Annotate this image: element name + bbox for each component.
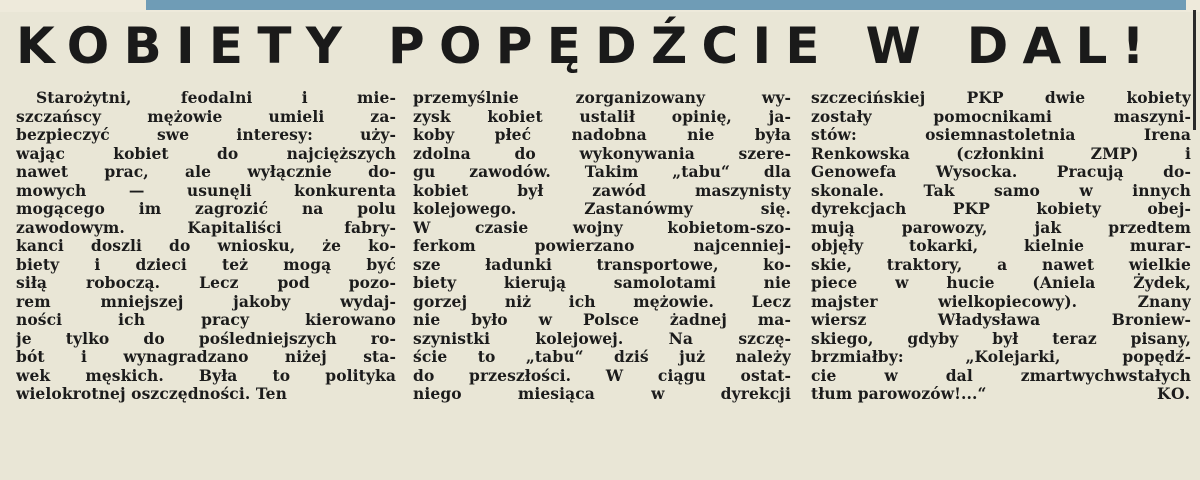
- text-line: skie, traktory, a nawet wielkie: [811, 254, 1191, 274]
- text-line: zdolna do wykonywania szere-: [413, 143, 791, 163]
- color-strip: [146, 0, 1186, 10]
- text-line: koby płeć nadobna nie była: [413, 125, 791, 144]
- text-line: piece w hucie (Aniela Żydek,: [811, 273, 1191, 292]
- text-line: zawodowym. Kapitaliści fabry-: [16, 217, 396, 237]
- text-line: Starożytni, feodalni i mie-: [36, 89, 396, 107]
- text-line: do przeszłości. W ciągu ostat-: [413, 365, 791, 385]
- text-line: dyrekcjach PKP kobiety obej-: [811, 199, 1191, 218]
- text-line: skiego, gdyby był teraz pisany,: [811, 328, 1191, 348]
- text-line: ferkom powierzano najcenniej-: [413, 236, 791, 255]
- text-line: wając kobiet do najcięższych: [16, 143, 396, 163]
- text-line: ście to „tabu“ dziś już należy: [413, 347, 791, 366]
- text-column-1: [16, 89, 396, 469]
- text-line: cie w dal zmartwychwstałych: [811, 365, 1191, 385]
- text-line: sze ładunki transportowe, ko-: [413, 254, 791, 274]
- text-line: bót i wynagradzano niżej sta-: [16, 347, 396, 366]
- text-line: gu zawodów. Takim „tabu“ dla: [413, 162, 791, 181]
- text-line: je tylko do pośledniejszych ro-: [16, 328, 396, 348]
- text-line: niego miesiąca w dyrekcji: [413, 384, 791, 403]
- text-line: biety i dzieci też mogą być: [16, 254, 396, 274]
- text-line: kolejowego. Zastanówmy się.: [413, 199, 791, 218]
- text-line: wiersz Władysława Broniew-: [811, 310, 1191, 329]
- text-line: zysk kobiet ustalił opinię, ja-: [413, 106, 791, 126]
- text-line: stów: osiemnastoletnia Irena: [811, 125, 1191, 144]
- text-line: mują parowozy, jak przedtem: [811, 217, 1191, 237]
- closing-line: [811, 385, 1191, 404]
- text-line: siłą roboczą. Lecz pod pozo-: [16, 273, 396, 292]
- headline: KOBIETY POPĘDŹCIE W DAL!: [16, 17, 1159, 75]
- text-line: W czasie wojny kobietom-szo-: [413, 217, 791, 237]
- text-line: ności ich pracy kierowano: [16, 310, 396, 329]
- text-line: nawet prac, ale wyłącznie do-: [16, 162, 396, 181]
- text-line: mogącego im zagrozić na polu: [16, 199, 396, 218]
- text-line: wielokrotnej oszczędności. Ten: [16, 384, 288, 403]
- text-line: kanci doszli do wniosku, że ko-: [16, 236, 396, 255]
- text-column-3: [811, 89, 1191, 469]
- text-line: tłum parowozów!...“: [811, 384, 987, 403]
- text-line: biety kierują samolotami nie: [413, 273, 791, 292]
- text-column-2: [413, 89, 791, 469]
- text-line: brzmiałby: „Kolejarki, popędź-: [811, 347, 1191, 366]
- text-line: kobiet był zawód maszynisty: [413, 180, 791, 200]
- text-line: objęły tokarki, kielnie murar-: [811, 236, 1191, 255]
- text-line: skonale. Tak samo w innych: [811, 180, 1191, 200]
- text-line: Renkowska (członkini ZMP) i: [811, 143, 1191, 163]
- text-line: szczańscy mężowie umieli za-: [16, 106, 396, 126]
- text-line: bezpieczyć swe interesy: uży-: [16, 125, 396, 144]
- text-line: majster wielkopiecowy). Znany: [811, 291, 1191, 311]
- text-line: nie było w Polsce żadnej ma-: [413, 310, 791, 329]
- text-line: zostały pomocnikami maszyni-: [811, 106, 1191, 126]
- text-line: szynistki kolejowej. Na szczę-: [413, 328, 791, 348]
- text-line: wek męskich. Była to polityka: [16, 365, 396, 385]
- text-line: gorzej niż ich mężowie. Lecz: [413, 291, 791, 311]
- text-line: szczecińskiej PKP dwie kobiety: [811, 89, 1191, 107]
- author-signature: KO.: [1156, 384, 1191, 403]
- text-line: rem mniejszej jakoby wydaj-: [16, 291, 396, 311]
- text-line: Genowefa Wysocka. Pracują do-: [811, 162, 1191, 181]
- text-line: przemyślnie zorganizowany wy-: [413, 89, 791, 107]
- text-line: mowych — usunęli konkurenta: [16, 180, 396, 200]
